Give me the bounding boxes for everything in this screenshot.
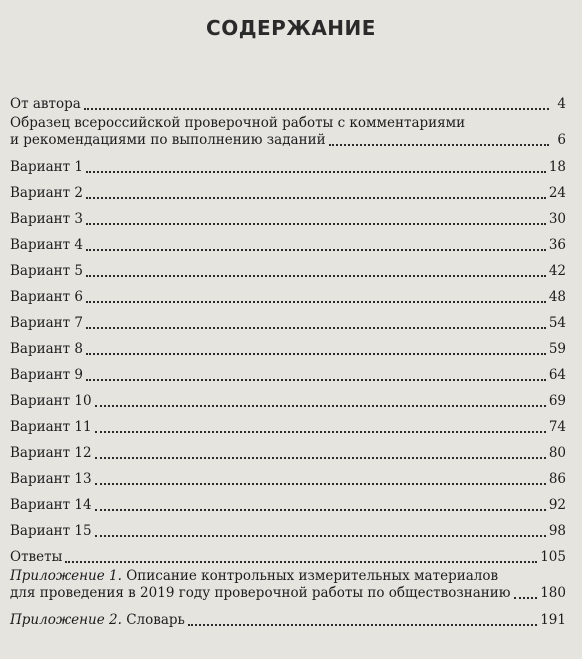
dot-leader — [86, 341, 546, 355]
toc-entry-page: 80 — [548, 445, 566, 461]
dot-leader — [188, 612, 537, 626]
toc-entry-label: Вариант 14 — [10, 497, 92, 513]
toc-entry-author[interactable] — [10, 87, 566, 113]
dot-leader — [86, 185, 546, 199]
dot-leader — [95, 419, 546, 433]
dot-leader — [95, 445, 546, 459]
toc-entry-page: 36 — [548, 237, 566, 253]
dot-leader — [84, 96, 549, 110]
toc-entry-page: 6 — [557, 132, 566, 148]
toc-entry-label: Вариант 13 — [10, 471, 92, 487]
toc-entry-variant-13[interactable] — [10, 462, 566, 488]
toc-entry-page: 86 — [548, 471, 566, 487]
toc-entry-label-line2: и рекомендациями по выполнению заданий — [10, 132, 326, 148]
toc-entry-sample-work[interactable] — [10, 115, 566, 149]
dot-leader — [65, 549, 537, 563]
toc-entry-variant-11[interactable] — [10, 410, 566, 436]
toc-entry-variant-6[interactable] — [10, 280, 566, 306]
toc-entry-page: 42 — [548, 263, 566, 279]
dot-leader — [95, 471, 546, 485]
toc-entry-variant-3[interactable] — [10, 202, 566, 228]
toc-entry-page: 105 — [540, 549, 566, 565]
toc-entry-label: Вариант 15 — [10, 523, 92, 539]
toc-entry-label-line2: для проведения в 2019 году проверочной работы по обществознанию — [10, 585, 511, 601]
toc-entry-label: Вариант 2 — [10, 185, 84, 201]
page-title: СОДЕРЖАНИЕ — [206, 16, 376, 40]
toc-entry-page: 48 — [548, 289, 566, 305]
toc-entry-label-line1: Образец всероссийской проверочной работы с комментариями — [10, 115, 466, 131]
toc-entry-label: Вариант 9 — [10, 367, 84, 383]
toc-entry-page: 98 — [548, 523, 566, 539]
dot-leader — [86, 263, 546, 277]
toc-entry-label: Вариант 12 — [10, 445, 92, 461]
toc-entry-page: 191 — [540, 612, 566, 628]
toc-entry-page: 30 — [548, 211, 566, 227]
toc-entry-label: Вариант 7 — [10, 315, 84, 331]
toc-entry-label: Вариант 1 — [10, 159, 84, 175]
toc-entry-label: Вариант 6 — [10, 289, 84, 305]
toc-entry-page: 18 — [548, 159, 566, 175]
toc-entry-page: 74 — [548, 419, 566, 435]
toc-entry-variant-12[interactable] — [10, 436, 566, 462]
toc-entry-variant-5[interactable] — [10, 254, 566, 280]
toc-entry-variant-15[interactable] — [10, 514, 566, 540]
toc-entry-page: 59 — [548, 341, 566, 357]
toc-entry-appendix-1[interactable] — [10, 568, 566, 602]
toc-entry-label: Вариант 8 — [10, 341, 84, 357]
toc-entry-variant-8[interactable] — [10, 332, 566, 358]
toc-entry-label: Вариант 4 — [10, 237, 84, 253]
dot-leader — [329, 132, 549, 146]
toc-entry-appendix-2[interactable] — [10, 603, 566, 629]
toc-entry-variant-2[interactable] — [10, 176, 566, 202]
toc-entry-page: 24 — [548, 185, 566, 201]
appendix-title: Описание контрольных измерительных материалов — [121, 568, 499, 584]
toc-entry-label: Вариант 3 — [10, 211, 84, 227]
toc-entry-page: 180 — [540, 585, 566, 601]
toc-entry-variant-14[interactable] — [10, 488, 566, 514]
dot-leader — [86, 289, 546, 303]
toc-entry-label — [10, 612, 185, 629]
dot-leader — [86, 159, 546, 173]
toc-entry-answers[interactable] — [10, 540, 566, 566]
toc-list — [10, 87, 566, 629]
appendix-prefix: Приложение 1. — [10, 568, 122, 584]
toc-entry-label: Ответы — [10, 549, 63, 565]
toc-entry-page: 54 — [548, 315, 566, 331]
toc-entry-variant-1[interactable] — [10, 150, 566, 176]
dot-leader — [86, 211, 546, 225]
dot-leader — [86, 315, 546, 329]
toc-entry-variant-4[interactable] — [10, 228, 566, 254]
dot-leader — [514, 585, 538, 599]
dot-leader — [95, 393, 546, 407]
toc-entry-page: 64 — [548, 367, 566, 383]
toc-entry-label-line1 — [10, 568, 566, 585]
toc-entry-label: Вариант 10 — [10, 393, 92, 409]
toc-entry-label: Вариант 5 — [10, 263, 84, 279]
dot-leader — [95, 497, 546, 511]
appendix-prefix: Приложение 2. — [10, 612, 122, 628]
appendix-title: Словарь — [121, 612, 185, 628]
toc-entry-label: От автора — [10, 96, 81, 112]
toc-entry-page: 69 — [548, 393, 566, 409]
toc-entry-variant-10[interactable] — [10, 384, 566, 410]
toc-entry-label: Вариант 11 — [10, 419, 92, 435]
toc-entry-variant-7[interactable] — [10, 306, 566, 332]
toc-entry-page: 92 — [548, 497, 566, 513]
toc-entry-page: 4 — [557, 96, 566, 112]
dot-leader — [95, 523, 546, 537]
dot-leader — [86, 367, 546, 381]
dot-leader — [86, 237, 546, 251]
toc-entry-variant-9[interactable] — [10, 358, 566, 384]
